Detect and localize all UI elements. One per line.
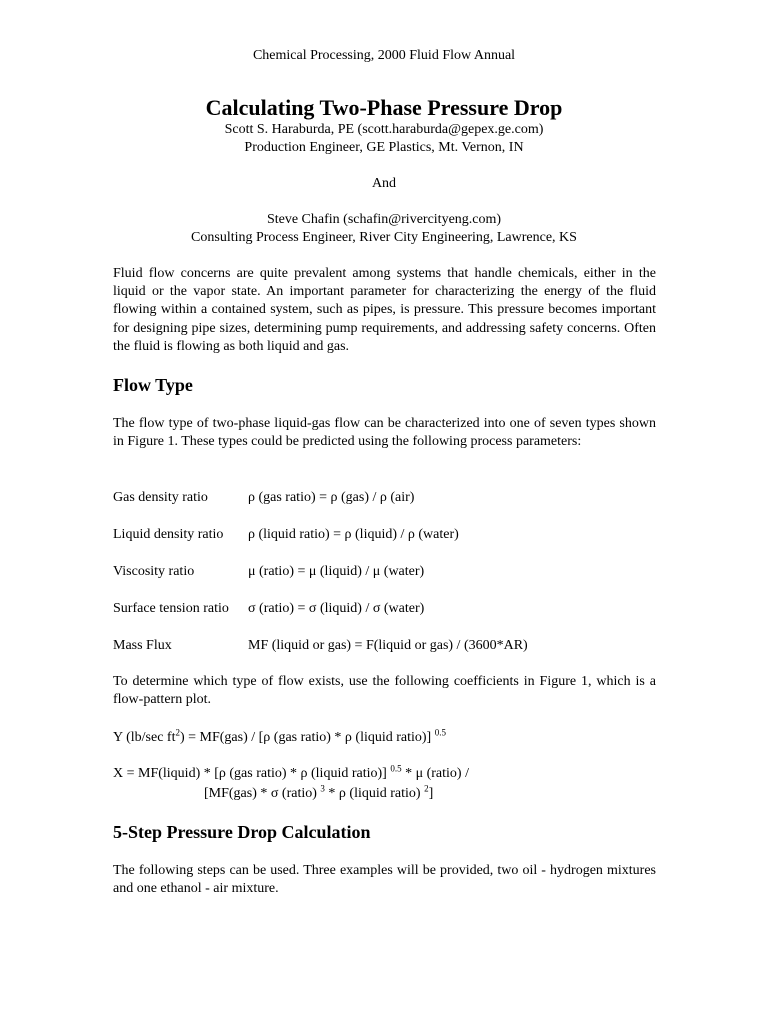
param-eq-surface-tension: σ (ratio) = σ (liquid) / σ (water) [248,601,425,616]
intro-paragraph: Fluid flow concerns are quite prevalent among systems that handle chemicals, either in the liquid or the vapor state. An important parameter for characterizing the energy of the fluid flowing within a contained system, such as pipes, is pressure. This pressure becomes important for designing pipe sizes, determining pump requirements, and addressing safety concerns. Often the fluid is flowing as both liquid and gas. [113,266,656,354]
author1-affiliation: Production Engineer, GE Plastics, Mt. Vernon, IN [244,140,524,155]
param-label-gas-density: Gas density ratio [113,490,208,505]
param-label-mass-flux: Mass Flux [113,638,172,653]
section-heading-pressure-drop: 5-Step Pressure Drop Calculation [113,822,371,842]
param-label-liquid-density: Liquid density ratio [113,527,224,542]
author2-affiliation: Consulting Process Engineer, River City Engineering, Lawrence, KS [191,230,577,245]
section-heading-flow-type: Flow Type [113,375,193,395]
param-eq-liquid-density: ρ (liquid ratio) = ρ (liquid) / ρ (water) [248,527,459,542]
author1-name-email: Scott S. Haraburda, PE (scott.haraburda@gepex.ge.com) [224,122,544,137]
steps-paragraph: The following steps can be used. Three examples will be provided, two oil - hydrogen mixtures and one ethanol - air mixture. [113,863,656,897]
param-eq-viscosity: μ (ratio) = μ (liquid) / μ (water) [248,564,425,579]
param-eq-mass-flux: MF (liquid or gas) = F(liquid or gas) / (3600*AR) [248,638,528,653]
document-title: Calculating Two-Phase Pressure Drop [205,95,563,120]
equation-x-line1: X = MF(liquid) * [ρ (gas ratio) * ρ (liquid ratio)] $^{0.5}$ * μ (ratio) / [113,763,469,781]
param-eq-gas-density: ρ (gas ratio) = ρ (gas) / ρ (air) [248,490,415,505]
param-label-surface-tension: Surface tension ratio [113,601,229,616]
flow-type-paragraph: The flow type of two-phase liquid-gas flow can be characterized into one of seven types shown in Figure 1. These types could be predicted using the following process parameters: [113,416,656,450]
coefficients-paragraph: To determine which type of flow exists, use the following coefficients in Figure 1, which is a flow-pattern plot. [113,674,656,708]
param-label-viscosity: Viscosity ratio [113,564,195,579]
author2-name-email: Steve Chafin (schafin@rivercityeng.com) [266,212,502,227]
journal-header: Chemical Processing, 2000 Fluid Flow Annual [252,48,516,63]
equation-x-line2: [MF(gas) * σ (ratio) $^3$ * ρ (liquid ratio) $^2$] [204,783,434,801]
and-separator: And [371,176,397,191]
equation-y: Y (lb/sec $ft^2) = MF(gas) / [\rho$ (gas ratio) * ρ (liquid ratio)] $^{0.5}$ [113,727,446,745]
